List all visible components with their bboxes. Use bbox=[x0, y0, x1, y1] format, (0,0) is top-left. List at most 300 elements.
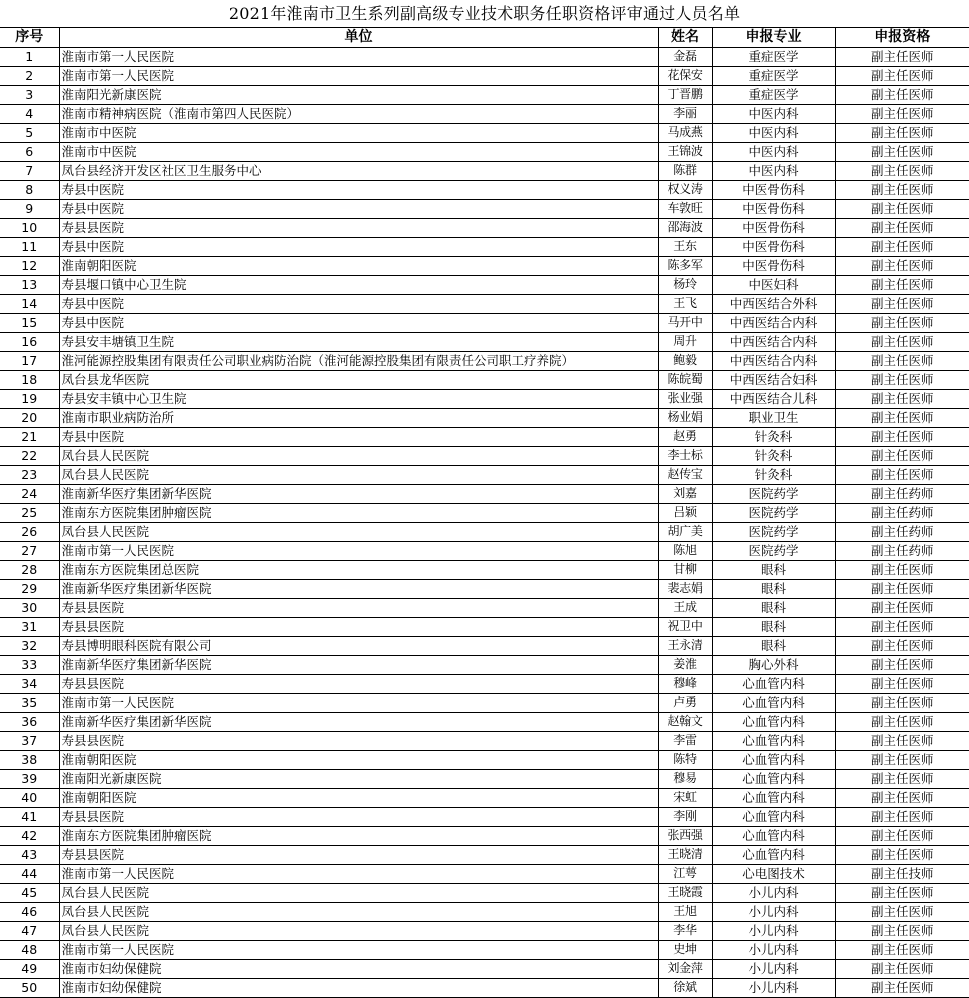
table-row bbox=[0, 826, 969, 845]
cell-no[interactable]: 36 bbox=[0, 712, 59, 731]
cell-qualification[interactable]: 副主任医师 bbox=[835, 674, 969, 693]
table-row bbox=[0, 85, 969, 104]
cell-no[interactable]: 1 bbox=[0, 47, 59, 66]
cell-unit[interactable]: 淮南市第一人民医院 bbox=[59, 940, 658, 959]
cell-unit[interactable]: 凤台县人民医院 bbox=[59, 883, 658, 902]
cell-unit[interactable]: 淮南朝阳医院 bbox=[59, 256, 658, 275]
cell-qualification[interactable]: 副主任医师 bbox=[835, 750, 969, 769]
cell-unit[interactable]: 淮南市第一人民医院 bbox=[59, 47, 658, 66]
cell-major[interactable]: 职业卫生 bbox=[712, 408, 835, 427]
cell-no[interactable]: 44 bbox=[0, 864, 59, 883]
cell-name[interactable]: 姜淮 bbox=[658, 655, 712, 674]
cell-qualification[interactable]: 副主任技师 bbox=[835, 864, 969, 883]
cell-no[interactable]: 16 bbox=[0, 332, 59, 351]
cell-qualification[interactable]: 副主任药师 bbox=[835, 503, 969, 522]
cell-name[interactable]: 陈特 bbox=[658, 750, 712, 769]
cell-qualification[interactable]: 副主任医师 bbox=[835, 693, 969, 712]
cell-name[interactable]: 李士标 bbox=[658, 446, 712, 465]
cell-unit[interactable]: 淮南市中医院 bbox=[59, 142, 658, 161]
table-row bbox=[0, 959, 969, 978]
cell-name[interactable]: 宋虹 bbox=[658, 788, 712, 807]
cell-unit[interactable]: 寿县县医院 bbox=[59, 731, 658, 750]
table-row bbox=[0, 503, 969, 522]
cell-name[interactable]: 王晓霞 bbox=[658, 883, 712, 902]
cell-major[interactable]: 眼科 bbox=[712, 636, 835, 655]
cell-unit[interactable]: 寿县安丰塘镇卫生院 bbox=[59, 332, 658, 351]
cell-name[interactable]: 马成燕 bbox=[658, 123, 712, 142]
cell-unit[interactable]: 寿县中医院 bbox=[59, 180, 658, 199]
cell-name[interactable]: 赵翰文 bbox=[658, 712, 712, 731]
cell-unit[interactable]: 淮南朝阳医院 bbox=[59, 750, 658, 769]
cell-name[interactable]: 杨业娟 bbox=[658, 408, 712, 427]
cell-name[interactable]: 王晓清 bbox=[658, 845, 712, 864]
cell-no[interactable]: 46 bbox=[0, 902, 59, 921]
table-row bbox=[0, 123, 969, 142]
cell-no[interactable]: 9 bbox=[0, 199, 59, 218]
cell-qualification[interactable]: 副主任医师 bbox=[835, 332, 969, 351]
table-row bbox=[0, 142, 969, 161]
cell-name[interactable]: 周升 bbox=[658, 332, 712, 351]
cell-qualification[interactable]: 副主任药师 bbox=[835, 541, 969, 560]
cell-qualification[interactable]: 副主任医师 bbox=[835, 427, 969, 446]
cell-no[interactable]: 27 bbox=[0, 541, 59, 560]
cell-unit[interactable]: 寿县中医院 bbox=[59, 427, 658, 446]
cell-name[interactable]: 丁晋鹏 bbox=[658, 85, 712, 104]
cell-no[interactable]: 33 bbox=[0, 655, 59, 674]
cell-no[interactable]: 15 bbox=[0, 313, 59, 332]
table-row bbox=[0, 199, 969, 218]
cell-major[interactable]: 中西医结合儿科 bbox=[712, 389, 835, 408]
cell-unit[interactable]: 淮南市中医院 bbox=[59, 123, 658, 142]
cell-name[interactable]: 李华 bbox=[658, 921, 712, 940]
cell-no[interactable]: 38 bbox=[0, 750, 59, 769]
table-row bbox=[0, 978, 969, 997]
cell-major[interactable]: 中医内科 bbox=[712, 161, 835, 180]
cell-name[interactable]: 李雷 bbox=[658, 731, 712, 750]
cell-name[interactable]: 花保安 bbox=[658, 66, 712, 85]
cell-unit[interactable]: 淮南新华医疗集团新华医院 bbox=[59, 655, 658, 674]
cell-major[interactable]: 中西医结合妇科 bbox=[712, 370, 835, 389]
cell-major[interactable]: 中医骨伤科 bbox=[712, 199, 835, 218]
cell-qualification[interactable]: 副主任医师 bbox=[835, 370, 969, 389]
cell-no[interactable]: 2 bbox=[0, 66, 59, 85]
cell-no[interactable]: 42 bbox=[0, 826, 59, 845]
cell-name[interactable]: 王飞 bbox=[658, 294, 712, 313]
cell-qualification[interactable]: 副主任医师 bbox=[835, 978, 969, 997]
table-row bbox=[0, 845, 969, 864]
cell-major[interactable]: 中医内科 bbox=[712, 104, 835, 123]
table-row bbox=[0, 655, 969, 674]
cell-no[interactable]: 35 bbox=[0, 693, 59, 712]
cell-unit[interactable]: 寿县中医院 bbox=[59, 199, 658, 218]
cell-name[interactable]: 卢勇 bbox=[658, 693, 712, 712]
cell-major[interactable]: 眼科 bbox=[712, 598, 835, 617]
cell-unit[interactable]: 寿县安丰镇中心卫生院 bbox=[59, 389, 658, 408]
cell-major[interactable]: 医院药学 bbox=[712, 503, 835, 522]
cell-name[interactable]: 张业强 bbox=[658, 389, 712, 408]
cell-major[interactable]: 针灸科 bbox=[712, 446, 835, 465]
cell-no[interactable]: 14 bbox=[0, 294, 59, 313]
cell-name[interactable]: 鲍毅 bbox=[658, 351, 712, 370]
cell-unit[interactable]: 凤台县人民医院 bbox=[59, 921, 658, 940]
cell-unit[interactable]: 淮南新华医疗集团新华医院 bbox=[59, 712, 658, 731]
cell-unit[interactable]: 凤台县龙华医院 bbox=[59, 370, 658, 389]
header-row bbox=[0, 28, 969, 47]
table-row bbox=[0, 617, 969, 636]
cell-name[interactable]: 权义涛 bbox=[658, 180, 712, 199]
table-row bbox=[0, 560, 969, 579]
cell-name[interactable]: 吕颖 bbox=[658, 503, 712, 522]
cell-qualification[interactable]: 副主任医师 bbox=[835, 256, 969, 275]
cell-name[interactable]: 穆易 bbox=[658, 769, 712, 788]
cell-unit[interactable]: 淮河能源控股集团有限责任公司职业病防治院（淮河能源控股集团有限责任公司职工疗养院） bbox=[59, 351, 658, 370]
cell-name[interactable]: 车敦旺 bbox=[658, 199, 712, 218]
table-row bbox=[0, 807, 969, 826]
cell-no[interactable]: 10 bbox=[0, 218, 59, 237]
cell-name[interactable]: 李刚 bbox=[658, 807, 712, 826]
header-name[interactable]: 姓名 bbox=[658, 28, 712, 47]
cell-no[interactable]: 28 bbox=[0, 560, 59, 579]
cell-unit[interactable]: 淮南东方医院集团总医院 bbox=[59, 560, 658, 579]
cell-no[interactable]: 11 bbox=[0, 237, 59, 256]
cell-no[interactable]: 25 bbox=[0, 503, 59, 522]
cell-qualification[interactable]: 副主任医师 bbox=[835, 389, 969, 408]
table-row bbox=[0, 750, 969, 769]
cell-name[interactable]: 穆峰 bbox=[658, 674, 712, 693]
cell-qualification[interactable]: 副主任医师 bbox=[835, 712, 969, 731]
cell-qualification[interactable]: 副主任医师 bbox=[835, 655, 969, 674]
header-unit[interactable]: 单位 bbox=[59, 28, 658, 47]
cell-major[interactable]: 心血管内科 bbox=[712, 731, 835, 750]
cell-name[interactable]: 陈多军 bbox=[658, 256, 712, 275]
cell-major[interactable]: 心血管内科 bbox=[712, 693, 835, 712]
cell-no[interactable]: 17 bbox=[0, 351, 59, 370]
cell-unit[interactable]: 寿县县医院 bbox=[59, 598, 658, 617]
cell-no[interactable]: 6 bbox=[0, 142, 59, 161]
cell-name[interactable]: 胡广美 bbox=[658, 522, 712, 541]
table-row bbox=[0, 674, 969, 693]
cell-major[interactable]: 心血管内科 bbox=[712, 826, 835, 845]
cell-no[interactable]: 40 bbox=[0, 788, 59, 807]
cell-major[interactable]: 针灸科 bbox=[712, 427, 835, 446]
table-row bbox=[0, 351, 969, 370]
cell-qualification[interactable]: 副主任医师 bbox=[835, 237, 969, 256]
cell-no[interactable]: 13 bbox=[0, 275, 59, 294]
cell-unit[interactable]: 凤台县人民医院 bbox=[59, 465, 658, 484]
cell-unit[interactable]: 凤台县经济开发区社区卫生服务中心 bbox=[59, 161, 658, 180]
cell-no[interactable]: 39 bbox=[0, 769, 59, 788]
cell-qualification[interactable]: 副主任医师 bbox=[835, 313, 969, 332]
table-row bbox=[0, 161, 969, 180]
table-row bbox=[0, 883, 969, 902]
cell-major[interactable]: 小儿内科 bbox=[712, 959, 835, 978]
cell-major[interactable]: 中医骨伤科 bbox=[712, 218, 835, 237]
cell-name[interactable]: 王东 bbox=[658, 237, 712, 256]
cell-unit[interactable]: 凤台县人民医院 bbox=[59, 522, 658, 541]
cell-major[interactable]: 心血管内科 bbox=[712, 845, 835, 864]
cell-major[interactable]: 中西医结合外科 bbox=[712, 294, 835, 313]
cell-unit[interactable]: 寿县县医院 bbox=[59, 218, 658, 237]
cell-unit[interactable]: 淮南阳光新康医院 bbox=[59, 85, 658, 104]
cell-qualification[interactable]: 副主任医师 bbox=[835, 959, 969, 978]
cell-no[interactable]: 12 bbox=[0, 256, 59, 275]
table-row bbox=[0, 370, 969, 389]
cell-name[interactable]: 陈群 bbox=[658, 161, 712, 180]
cell-no[interactable]: 45 bbox=[0, 883, 59, 902]
cell-name[interactable]: 江萼 bbox=[658, 864, 712, 883]
cell-name[interactable]: 赵勇 bbox=[658, 427, 712, 446]
cell-no[interactable]: 37 bbox=[0, 731, 59, 750]
cell-qualification[interactable]: 副主任医师 bbox=[835, 47, 969, 66]
table-row bbox=[0, 218, 969, 237]
cell-no[interactable]: 32 bbox=[0, 636, 59, 655]
cell-no[interactable]: 4 bbox=[0, 104, 59, 123]
cell-name[interactable]: 裴志娟 bbox=[658, 579, 712, 598]
cell-major[interactable]: 中医妇科 bbox=[712, 275, 835, 294]
cell-qualification[interactable]: 副主任药师 bbox=[835, 484, 969, 503]
cell-unit[interactable]: 淮南市第一人民医院 bbox=[59, 66, 658, 85]
table-row bbox=[0, 731, 969, 750]
table-row bbox=[0, 864, 969, 883]
cell-major[interactable]: 医院药学 bbox=[712, 541, 835, 560]
cell-unit[interactable]: 淮南市第一人民医院 bbox=[59, 541, 658, 560]
cell-qualification[interactable]: 副主任医师 bbox=[835, 142, 969, 161]
cell-qualification[interactable]: 副主任医师 bbox=[835, 465, 969, 484]
cell-name[interactable]: 刘嘉 bbox=[658, 484, 712, 503]
cell-name[interactable]: 甘柳 bbox=[658, 560, 712, 579]
table-row bbox=[0, 180, 969, 199]
cell-name[interactable]: 王成 bbox=[658, 598, 712, 617]
table-row bbox=[0, 66, 969, 85]
cell-name[interactable]: 王旭 bbox=[658, 902, 712, 921]
table-row bbox=[0, 598, 969, 617]
cell-no[interactable]: 48 bbox=[0, 940, 59, 959]
cell-major[interactable]: 中西医结合内科 bbox=[712, 332, 835, 351]
cell-no[interactable]: 8 bbox=[0, 180, 59, 199]
cell-major[interactable]: 医院药学 bbox=[712, 522, 835, 541]
cell-no[interactable]: 41 bbox=[0, 807, 59, 826]
cell-no[interactable]: 7 bbox=[0, 161, 59, 180]
table-row bbox=[0, 408, 969, 427]
cell-name[interactable]: 徐斌 bbox=[658, 978, 712, 997]
cell-qualification[interactable]: 副主任医师 bbox=[835, 921, 969, 940]
cell-name[interactable]: 金磊 bbox=[658, 47, 712, 66]
table-row bbox=[0, 332, 969, 351]
cell-unit[interactable]: 寿县博明眼科医院有限公司 bbox=[59, 636, 658, 655]
cell-major[interactable]: 心血管内科 bbox=[712, 712, 835, 731]
cell-no[interactable]: 26 bbox=[0, 522, 59, 541]
cell-major[interactable]: 胸心外科 bbox=[712, 655, 835, 674]
cell-qualification[interactable]: 副主任医师 bbox=[835, 636, 969, 655]
cell-qualification[interactable]: 副主任医师 bbox=[835, 788, 969, 807]
table-row bbox=[0, 237, 969, 256]
header-qualification[interactable]: 申报资格 bbox=[835, 28, 969, 47]
cell-qualification[interactable]: 副主任医师 bbox=[835, 275, 969, 294]
cell-qualification[interactable]: 副主任医师 bbox=[835, 807, 969, 826]
cell-qualification[interactable]: 副主任医师 bbox=[835, 617, 969, 636]
cell-qualification[interactable]: 副主任医师 bbox=[835, 598, 969, 617]
cell-major[interactable]: 眼科 bbox=[712, 617, 835, 636]
cell-major[interactable]: 眼科 bbox=[712, 560, 835, 579]
cell-qualification[interactable]: 副主任医师 bbox=[835, 66, 969, 85]
cell-no[interactable]: 49 bbox=[0, 959, 59, 978]
cell-major[interactable]: 心血管内科 bbox=[712, 788, 835, 807]
cell-major[interactable]: 小儿内科 bbox=[712, 978, 835, 997]
cell-name[interactable]: 杨玲 bbox=[658, 275, 712, 294]
cell-major[interactable]: 小儿内科 bbox=[712, 883, 835, 902]
table-row bbox=[0, 256, 969, 275]
table-row bbox=[0, 275, 969, 294]
sheet-title: 2021年淮南市卫生系列副高级专业技术职务任职资格评审通过人员名单 bbox=[0, 0, 969, 28]
cell-unit[interactable]: 寿县县医院 bbox=[59, 845, 658, 864]
cell-unit[interactable]: 淮南新华医疗集团新华医院 bbox=[59, 579, 658, 598]
cell-unit[interactable]: 淮南市职业病防治所 bbox=[59, 408, 658, 427]
cell-major[interactable]: 心血管内科 bbox=[712, 807, 835, 826]
cell-unit[interactable]: 淮南市精神病医院（淮南市第四人民医院） bbox=[59, 104, 658, 123]
cell-no[interactable]: 47 bbox=[0, 921, 59, 940]
cell-name[interactable]: 赵传宝 bbox=[658, 465, 712, 484]
cell-unit[interactable]: 寿县中医院 bbox=[59, 313, 658, 332]
cell-qualification[interactable]: 副主任医师 bbox=[835, 161, 969, 180]
cell-no[interactable]: 34 bbox=[0, 674, 59, 693]
cell-major[interactable]: 小儿内科 bbox=[712, 921, 835, 940]
cell-major[interactable]: 中医骨伤科 bbox=[712, 180, 835, 199]
cell-major[interactable]: 心电图技术 bbox=[712, 864, 835, 883]
cell-no[interactable]: 19 bbox=[0, 389, 59, 408]
cell-unit[interactable]: 淮南阳光新康医院 bbox=[59, 769, 658, 788]
cell-no[interactable]: 23 bbox=[0, 465, 59, 484]
cell-qualification[interactable]: 副主任医师 bbox=[835, 769, 969, 788]
cell-qualification[interactable]: 副主任医师 bbox=[835, 294, 969, 313]
cell-qualification[interactable]: 副主任医师 bbox=[835, 579, 969, 598]
cell-unit[interactable]: 凤台县人民医院 bbox=[59, 902, 658, 921]
cell-major[interactable]: 眼科 bbox=[712, 579, 835, 598]
table-row bbox=[0, 788, 969, 807]
cell-major[interactable]: 重症医学 bbox=[712, 47, 835, 66]
table-row bbox=[0, 484, 969, 503]
cell-name[interactable]: 马开中 bbox=[658, 313, 712, 332]
cell-qualification[interactable]: 副主任医师 bbox=[835, 199, 969, 218]
cell-unit[interactable]: 淮南市妇幼保健院 bbox=[59, 978, 658, 997]
cell-no[interactable]: 5 bbox=[0, 123, 59, 142]
cell-major[interactable]: 中医骨伤科 bbox=[712, 237, 835, 256]
cell-unit[interactable]: 寿县县医院 bbox=[59, 807, 658, 826]
header-no[interactable]: 序号 bbox=[0, 28, 59, 47]
cell-unit[interactable]: 淮南新华医疗集团新华医院 bbox=[59, 484, 658, 503]
cell-qualification[interactable]: 副主任医师 bbox=[835, 826, 969, 845]
cell-no[interactable]: 50 bbox=[0, 978, 59, 997]
cell-unit[interactable]: 凤台县人民医院 bbox=[59, 446, 658, 465]
cell-unit[interactable]: 寿县县医院 bbox=[59, 617, 658, 636]
cell-qualification[interactable]: 副主任医师 bbox=[835, 351, 969, 370]
cell-unit[interactable]: 淮南市第一人民医院 bbox=[59, 864, 658, 883]
cell-qualification[interactable]: 副主任医师 bbox=[835, 180, 969, 199]
cell-name[interactable]: 陈旭 bbox=[658, 541, 712, 560]
table-row bbox=[0, 427, 969, 446]
cell-major[interactable]: 中医骨伤科 bbox=[712, 256, 835, 275]
table-row bbox=[0, 446, 969, 465]
cell-unit[interactable]: 寿县中医院 bbox=[59, 294, 658, 313]
cell-major[interactable]: 中医内科 bbox=[712, 142, 835, 161]
cell-no[interactable]: 29 bbox=[0, 579, 59, 598]
table-row bbox=[0, 522, 969, 541]
cell-qualification[interactable]: 副主任医师 bbox=[835, 902, 969, 921]
cell-name[interactable]: 邵海波 bbox=[658, 218, 712, 237]
cell-no[interactable]: 43 bbox=[0, 845, 59, 864]
cell-no[interactable]: 21 bbox=[0, 427, 59, 446]
cell-no[interactable]: 31 bbox=[0, 617, 59, 636]
cell-qualification[interactable]: 副主任医师 bbox=[835, 104, 969, 123]
cell-unit[interactable]: 淮南市第一人民医院 bbox=[59, 693, 658, 712]
table-row bbox=[0, 579, 969, 598]
cell-qualification[interactable]: 副主任医师 bbox=[835, 85, 969, 104]
cell-major[interactable]: 小儿内科 bbox=[712, 902, 835, 921]
cell-unit[interactable]: 淮南东方医院集团肿瘤医院 bbox=[59, 503, 658, 522]
cell-qualification[interactable]: 副主任医师 bbox=[835, 446, 969, 465]
cell-unit[interactable]: 淮南东方医院集团肿瘤医院 bbox=[59, 826, 658, 845]
cell-no[interactable]: 24 bbox=[0, 484, 59, 503]
table-row bbox=[0, 313, 969, 332]
cell-qualification[interactable]: 副主任医师 bbox=[835, 845, 969, 864]
table-row bbox=[0, 465, 969, 484]
cell-major[interactable]: 医院药学 bbox=[712, 484, 835, 503]
cell-qualification[interactable]: 副主任医师 bbox=[835, 883, 969, 902]
cell-no[interactable]: 30 bbox=[0, 598, 59, 617]
header-major[interactable]: 申报专业 bbox=[712, 28, 835, 47]
cell-name[interactable]: 张西强 bbox=[658, 826, 712, 845]
cell-no[interactable]: 3 bbox=[0, 85, 59, 104]
cell-major[interactable]: 中西医结合内科 bbox=[712, 313, 835, 332]
table-row bbox=[0, 541, 969, 560]
cell-qualification[interactable]: 副主任医师 bbox=[835, 218, 969, 237]
cell-name[interactable]: 王锦波 bbox=[658, 142, 712, 161]
cell-no[interactable]: 22 bbox=[0, 446, 59, 465]
cell-unit[interactable]: 寿县中医院 bbox=[59, 237, 658, 256]
cell-name[interactable]: 王永清 bbox=[658, 636, 712, 655]
table-row bbox=[0, 712, 969, 731]
cell-name[interactable]: 祝卫中 bbox=[658, 617, 712, 636]
cell-major[interactable]: 重症医学 bbox=[712, 66, 835, 85]
cell-major[interactable]: 中西医结合内科 bbox=[712, 351, 835, 370]
cell-major[interactable]: 心血管内科 bbox=[712, 674, 835, 693]
cell-name[interactable]: 史坤 bbox=[658, 940, 712, 959]
cell-qualification[interactable]: 副主任医师 bbox=[835, 731, 969, 750]
cell-qualification[interactable]: 副主任医师 bbox=[835, 940, 969, 959]
cell-major[interactable]: 心血管内科 bbox=[712, 769, 835, 788]
table-row bbox=[0, 902, 969, 921]
cell-major[interactable]: 重症医学 bbox=[712, 85, 835, 104]
cell-major[interactable]: 小儿内科 bbox=[712, 940, 835, 959]
cell-name[interactable]: 李丽 bbox=[658, 104, 712, 123]
cell-unit[interactable]: 寿县县医院 bbox=[59, 674, 658, 693]
cell-unit[interactable]: 淮南市妇幼保健院 bbox=[59, 959, 658, 978]
cell-major[interactable]: 针灸科 bbox=[712, 465, 835, 484]
cell-no[interactable]: 20 bbox=[0, 408, 59, 427]
cell-major[interactable]: 中医内科 bbox=[712, 123, 835, 142]
cell-qualification[interactable]: 副主任医师 bbox=[835, 123, 969, 142]
cell-major[interactable]: 心血管内科 bbox=[712, 750, 835, 769]
cell-qualification[interactable]: 副主任医师 bbox=[835, 408, 969, 427]
table-row bbox=[0, 921, 969, 940]
cell-name[interactable]: 刘金萍 bbox=[658, 959, 712, 978]
cell-unit[interactable]: 寿县堰口镇中心卫生院 bbox=[59, 275, 658, 294]
cell-name[interactable]: 陈皖蜀 bbox=[658, 370, 712, 389]
cell-unit[interactable]: 淮南朝阳医院 bbox=[59, 788, 658, 807]
table-row bbox=[0, 693, 969, 712]
cell-qualification[interactable]: 副主任医师 bbox=[835, 560, 969, 579]
cell-qualification[interactable]: 副主任药师 bbox=[835, 522, 969, 541]
cell-no[interactable]: 18 bbox=[0, 370, 59, 389]
